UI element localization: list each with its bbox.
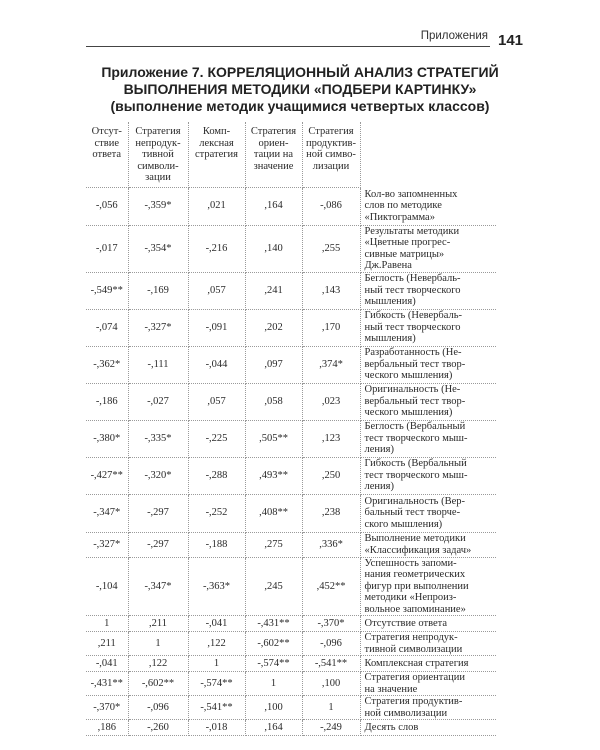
table-cell: ,164 <box>245 720 302 736</box>
col-header-unproductive-symbolization: Стратегия непродук- тивной символи- зации <box>128 122 188 187</box>
table-cell: ,186 <box>86 720 128 736</box>
table-cell: -,431** <box>245 616 302 632</box>
table-row <box>86 632 496 656</box>
table-cell: -,347* <box>86 494 128 532</box>
table-cell: -,074 <box>86 309 128 346</box>
table-cell: -,096 <box>302 632 360 656</box>
table-row <box>86 309 496 346</box>
col-header-complex-strategy: Комп- лексная стратегия <box>188 122 245 187</box>
table-cell: ,021 <box>188 187 245 225</box>
table-cell: 1 <box>128 632 188 656</box>
table-cell: -,574** <box>245 656 302 672</box>
appendix-title <box>60 64 540 115</box>
row-label: Результаты методики «Цветные прогрес- сивные матрицы» Дж.Равена <box>360 225 496 272</box>
running-head-rule <box>86 46 490 47</box>
table-cell: -,260 <box>128 720 188 736</box>
table-cell: -,288 <box>188 457 245 494</box>
col-header-variable <box>360 122 496 187</box>
table-cell: -,327* <box>86 532 128 557</box>
table-cell: -,169 <box>128 272 188 309</box>
table-cell: ,275 <box>245 532 302 557</box>
table-cell: 1 <box>302 696 360 720</box>
table-cell: ,493** <box>245 457 302 494</box>
table-cell: ,122 <box>128 656 188 672</box>
row-label: Гибкость (Невербаль- ный тест творческого мышления) <box>360 309 496 346</box>
table-row <box>86 383 496 420</box>
table-row <box>86 672 496 696</box>
table-cell: ,100 <box>302 672 360 696</box>
table-cell: ,505** <box>245 420 302 457</box>
table-cell: ,057 <box>188 272 245 309</box>
table-cell: -,041 <box>188 616 245 632</box>
table-cell: -,602** <box>128 672 188 696</box>
table-cell: ,245 <box>245 557 302 616</box>
table-cell: -,362* <box>86 346 128 383</box>
table-cell: ,452** <box>302 557 360 616</box>
table-cell: -,297 <box>128 494 188 532</box>
row-label: Оригинальность (Не- вербальный тест твор- ческого мышления) <box>360 383 496 420</box>
table-cell: ,211 <box>86 632 128 656</box>
table-cell: ,164 <box>245 187 302 225</box>
table-cell: ,241 <box>245 272 302 309</box>
table-cell: ,374* <box>302 346 360 383</box>
table-row <box>86 346 496 383</box>
table-cell: -,297 <box>128 532 188 557</box>
table-row <box>86 696 496 720</box>
table-cell: 1 <box>188 656 245 672</box>
table-row <box>86 616 496 632</box>
table-cell: -,252 <box>188 494 245 532</box>
table-cell: ,250 <box>302 457 360 494</box>
table-cell: -,056 <box>86 187 128 225</box>
row-label: Беглость (Невербаль- ный тест творческого мышления) <box>360 272 496 309</box>
col-header-no-answer: Отсут- ствие ответа <box>86 122 128 187</box>
row-label: Стратегия продуктив- ной символизации <box>360 696 496 720</box>
row-label: Разработанность (Не- вербальный тест твор- ческого мышления) <box>360 346 496 383</box>
table-cell: -,225 <box>188 420 245 457</box>
table-cell: ,123 <box>302 420 360 457</box>
col-header-productive-symbolization: Стратегия продуктив- ной симво- лизации <box>302 122 360 187</box>
table-cell: -,216 <box>188 225 245 272</box>
table-cell: -,111 <box>128 346 188 383</box>
table-cell: -,380* <box>86 420 128 457</box>
row-label: Десять слов <box>360 720 496 736</box>
table-cell: -,427** <box>86 457 128 494</box>
table-cell: ,336* <box>302 532 360 557</box>
table-cell: -,027 <box>128 383 188 420</box>
title-line-3: (выполнение методик учащимися четвертых классов) <box>110 98 490 114</box>
row-label: Комплексная стратегия <box>360 656 496 672</box>
table-cell: -,041 <box>86 656 128 672</box>
table-row <box>86 720 496 736</box>
table-cell: ,143 <box>302 272 360 309</box>
table-cell: -,335* <box>128 420 188 457</box>
table-cell: ,408** <box>245 494 302 532</box>
row-label: Стратегия ориентации на значение <box>360 672 496 696</box>
table-cell: -,044 <box>188 346 245 383</box>
row-label: Беглость (Вербальный тест творческого мыш- ления) <box>360 420 496 457</box>
table-cell: -,431** <box>86 672 128 696</box>
table-cell: -,091 <box>188 309 245 346</box>
row-label: Успешность запоми- нания геометрических фигур при выполнении методики «Непроиз- вольное запоминание» <box>360 557 496 616</box>
row-label: Гибкость (Вербальный тест творческого мыш- ления) <box>360 457 496 494</box>
table-cell: -,363* <box>188 557 245 616</box>
table-row <box>86 457 496 494</box>
table-header-row <box>86 122 496 187</box>
table-cell: -,359* <box>128 187 188 225</box>
table-cell: ,100 <box>245 696 302 720</box>
table-cell: -,370* <box>302 616 360 632</box>
table-row <box>86 656 496 672</box>
table-cell: ,170 <box>302 309 360 346</box>
table-row <box>86 225 496 272</box>
table-cell: -,541** <box>188 696 245 720</box>
table-cell: ,211 <box>128 616 188 632</box>
table-cell: 1 <box>245 672 302 696</box>
table-cell: ,255 <box>302 225 360 272</box>
title-line-1: Приложение 7. КОРРЕЛЯЦИОННЫЙ АНАЛИЗ СТРАТЕГИЙ <box>101 64 499 80</box>
table-cell: ,202 <box>245 309 302 346</box>
table-row <box>86 187 496 225</box>
table-cell: ,023 <box>302 383 360 420</box>
table-cell: ,097 <box>245 346 302 383</box>
row-label: Выполнение методики «Классификация задач» <box>360 532 496 557</box>
table-cell: -,347* <box>128 557 188 616</box>
running-head-section: Приложения <box>420 30 488 42</box>
row-label: Оригинальность (Вер- бальный тест творче- ского мышления) <box>360 494 496 532</box>
table-row <box>86 272 496 309</box>
table-cell: -,186 <box>86 383 128 420</box>
table-row <box>86 557 496 616</box>
row-label: Отсутствие ответа <box>360 616 496 632</box>
table-cell: ,122 <box>188 632 245 656</box>
table-cell: -,104 <box>86 557 128 616</box>
table-cell: -,188 <box>188 532 245 557</box>
table-cell: ,057 <box>188 383 245 420</box>
table-cell: -,602** <box>245 632 302 656</box>
table-row <box>86 494 496 532</box>
table-cell: -,327* <box>128 309 188 346</box>
table-cell: -,096 <box>128 696 188 720</box>
table-cell: -,541** <box>302 656 360 672</box>
table-cell: -,549** <box>86 272 128 309</box>
table-cell: ,238 <box>302 494 360 532</box>
table-cell: ,140 <box>245 225 302 272</box>
table-cell: ,058 <box>245 383 302 420</box>
table-cell: -,249 <box>302 720 360 736</box>
row-label: Кол-во запомненных слов по методике «Пиктограмма» <box>360 187 496 225</box>
table-cell: 1 <box>86 616 128 632</box>
table-row <box>86 420 496 457</box>
correlation-table <box>86 122 496 736</box>
table-cell: -,018 <box>188 720 245 736</box>
table-cell: -,354* <box>128 225 188 272</box>
table-cell: -,086 <box>302 187 360 225</box>
page-number: 141 <box>498 32 524 49</box>
table-cell: -,320* <box>128 457 188 494</box>
title-line-2: ВЫПОЛНЕНИЯ МЕТОДИКИ «ПОДБЕРИ КАРТИНКУ» <box>123 81 477 97</box>
running-head <box>86 0 490 64</box>
col-header-meaning-orientation: Стратегия ориен- тации на значение <box>245 122 302 187</box>
table-cell: -,370* <box>86 696 128 720</box>
table-row <box>86 532 496 557</box>
row-label: Стратегия непродук- тивной символизации <box>360 632 496 656</box>
table-cell: -,574** <box>188 672 245 696</box>
table-cell: -,017 <box>86 225 128 272</box>
